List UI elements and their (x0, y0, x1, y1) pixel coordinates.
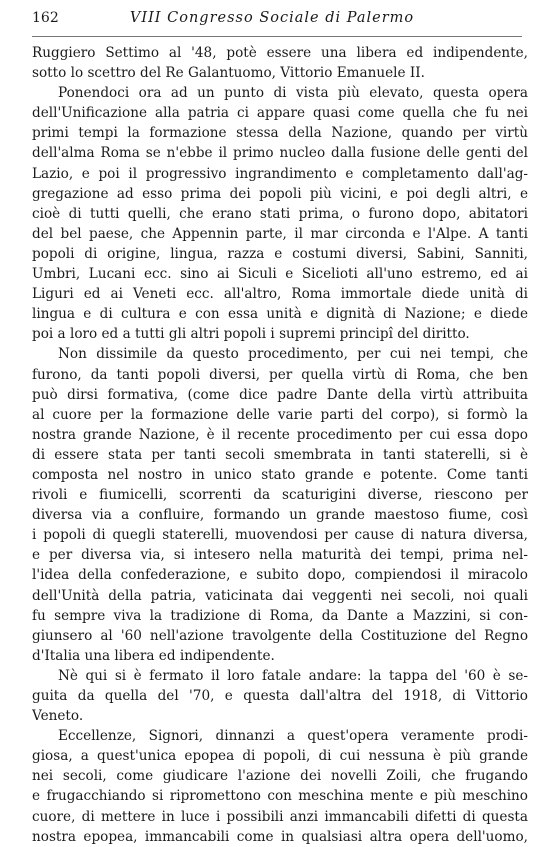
text-line: nostra grande Nazione, è il recente procedimento per cui essa dopo (32, 426, 528, 443)
text-line: d'Italia una libera ed indipendente. (32, 647, 275, 664)
text-line: Ruggiero Settimo al '48, potè essere una libera ed indipendente, (32, 45, 528, 61)
text-line: cuore, di mettere in luce i possibili anzi immancabili difetti di questa (32, 808, 528, 825)
text-line: del bel paese, che Appennin parte, il mar circonda e l'Alpe. A tanti (32, 225, 528, 242)
text-line: cioè di tutti quelli, che erano stati prima, o furono dopo, abitatori (32, 205, 528, 222)
text-line: di essere stata per tanti secoli smembrata in tanti staterelli, si è (32, 446, 528, 463)
text-line: Veneto. (32, 708, 84, 725)
text-line: e per diversa via, si intesero nella maturità dei tempi, prima nel- (32, 547, 528, 564)
text-line: composta nel nostro in unico stato grande e potente. Come tanti (32, 466, 528, 483)
text-line: fu sempre viva la tradizione di Roma, da Dante a Mazzini, si con- (32, 607, 528, 624)
text-line: lingua e di cultura e con essa unità e dignità di Nazione; e diede (32, 306, 528, 323)
text-line: Liguri ed ai Veneti ecc. all'altro, Roma immortale diede unità di (32, 286, 528, 303)
text-line: primi tempi la formazione stessa della Nazione, quando per virtù (32, 125, 528, 142)
text-line: Eccellenze, Signori, dinnanzi a quest'opera veramente prodi- (58, 728, 528, 745)
text-line: furono, da tanti popoli diversi, per quella virtù di Roma, che ben (32, 366, 528, 383)
text-line: nei secoli, come giudicare l'azione dei novelli Zoili, che frugando (32, 768, 528, 785)
text-line: popoli di origine, lingua, razza e costumi diversi, Sabini, Sanniti, (32, 245, 528, 262)
text-line: i popoli di quegli staterelli, muovendosi per cause di natura diversa, (32, 527, 528, 544)
text-line: guita da quella del '70, e questa dall'altra del 1918, di Vittorio (32, 688, 528, 704)
text-line: dell'Unificazione alla patria ci appare quasi come quella che fu nei (32, 105, 528, 122)
text-line: rivoli e fiumicelli, scorrenti da scaturigini diverse, riescono per (32, 487, 528, 504)
text-line: dell'Unità della patria, vaticinata dai veggenti nei secoli, noi quali (32, 587, 528, 604)
text-line: nostra epopea, immancabili come in qualsiasi altra opera dell'uomo, (32, 828, 528, 845)
text-line: Umbri, Lucani ecc. sino ai Siculi e Sicelioti all'uno estremo, ed ai (32, 266, 528, 283)
text-line: Non dissimile da questo procedimento, per cui nei tempi, che (58, 346, 528, 363)
text-line: l'idea della confederazione, e subito dopo, compiendosi il miracolo (32, 567, 528, 584)
body-text (32, 43, 528, 847)
text-line: diversa via a confluire, formando un grande maestoso fiume, così (32, 507, 528, 524)
text-line: Lazio, e poi il progressivo ingrandimento e completamento dall'ag- (32, 165, 528, 182)
running-head: VIII Congresso Sociale di Palermo (129, 10, 415, 26)
text-line: giunsero al '60 nell'azione travolgente della Costituzione del Regno (32, 627, 528, 644)
text-line: poi a loro ed a tutti gli altri popoli i supremi principî del diritto. (32, 326, 470, 343)
text-line: giosa, a quest'unica epopea di popoli, di cui nessuna è più grande (32, 748, 528, 765)
text-line: Ponendoci ora ad un punto di vista più elevato, questa opera (58, 85, 528, 102)
text-line: al cuore per la formazione delle varie parti del corpo), si formò la (32, 406, 528, 423)
page-number: 162 (32, 10, 59, 26)
text-line: può dirsi formativa, (come dice padre Dante della virtù attribuita (32, 386, 528, 403)
text-line: sotto lo scettro del Re Galantuomo, Vittorio Emanuele II. (32, 65, 425, 82)
text-line: Nè qui si è fermato il loro fatale andare: la tappa del '60 è se- (58, 667, 528, 684)
text-line: dell'alma Roma se n'ebbe il primo nucleo dalla fusione delle genti del (32, 145, 528, 162)
text-line: e frugacchiando si ripromettono con meschina mente e più meschino (32, 788, 528, 805)
text-line: gregazione ad esso prima dei popoli più vicini, e poi degli altri, e (32, 185, 528, 202)
page-header (32, 10, 522, 37)
